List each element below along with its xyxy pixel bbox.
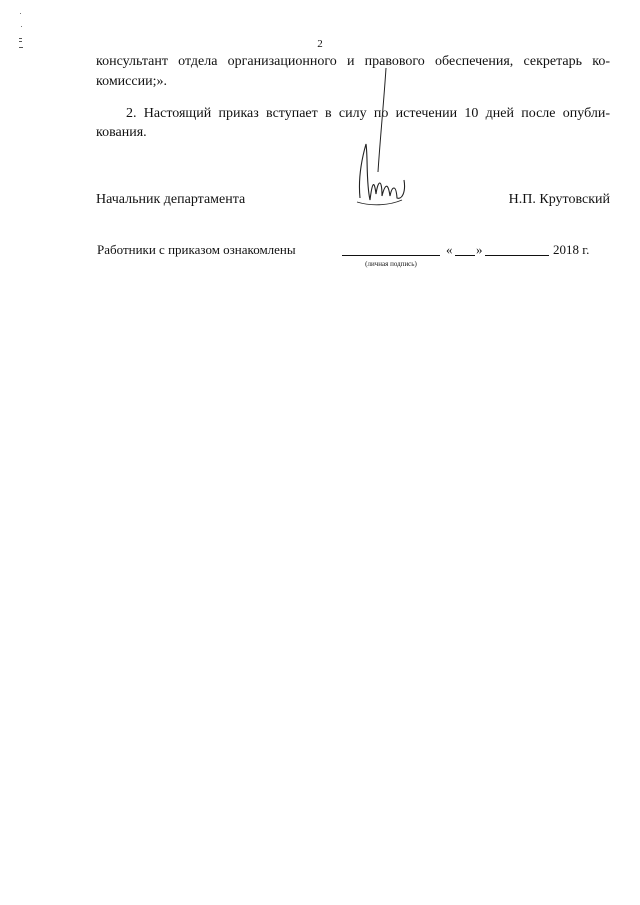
paragraph-2-line-1: 2. Настоящий приказ вступает в силу по истечении 10 дней после опубли- [126,106,610,121]
acknowledgement-year: 2018 г. [553,242,590,257]
page-number: 2 [317,38,323,50]
signature-blank-line [342,255,440,256]
quote-close: » [476,242,483,257]
month-blank-line [485,255,549,256]
handwritten-signature [340,60,420,220]
signatory-title: Начальник департамента [96,192,246,207]
acknowledgement-label: Работники с приказом ознакомлены [97,242,296,257]
signatory-name: Н.П. Крутовский [508,192,610,207]
paragraph-1-line-1: консультант отдела организационного и правового обеспечения, секретарь ко- [96,54,610,69]
quote-open: « [446,242,453,257]
paragraph-1-line-2: комиссии;». [96,74,167,89]
day-blank-line [455,255,475,256]
signature-caption: (личная подпись) [365,260,417,268]
paragraph-2-line-2: кования. [96,125,147,140]
